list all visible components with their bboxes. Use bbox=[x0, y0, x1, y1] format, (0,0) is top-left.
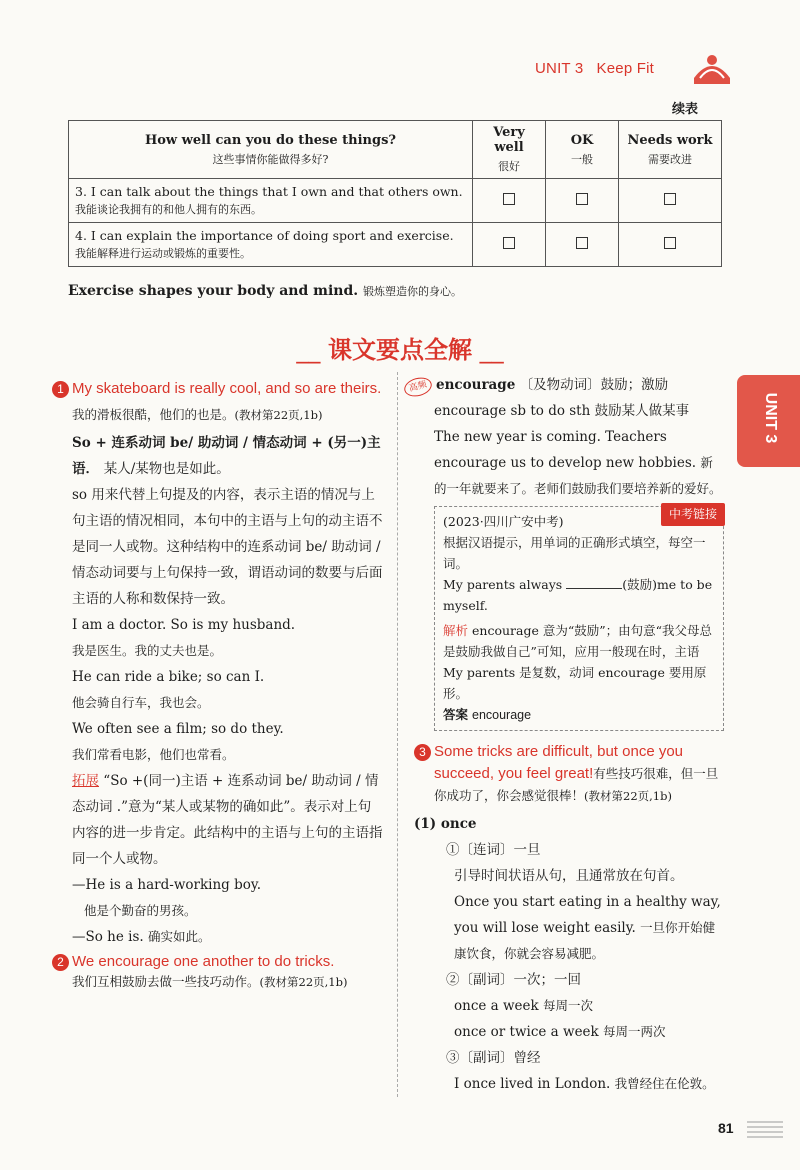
explanation: so 用来代替上句提及的内容，表示主语的情况与上句主语的情况相同，本句中的主语与上句的动主语不是同一人或物。这种结构中的连系动词 be/ 助动词 / 情态动词要与上句保持一致，谓语动词的数要与后面主语的人称和数保持一致。 bbox=[72, 487, 383, 607]
exam-source: (2023·四川广安中考) bbox=[443, 514, 564, 529]
table-row bbox=[69, 179, 722, 223]
sense-2: ②〔副词〕一次；一回 bbox=[446, 972, 581, 988]
unit-title: Keep Fit bbox=[596, 60, 655, 77]
phrase: encourage sb to do sth 鼓励某人做某事 bbox=[434, 403, 690, 419]
example-en: once a week 每周一次 bbox=[454, 998, 594, 1014]
example-zh: 我是医生。我的丈夫也是。 bbox=[72, 643, 223, 658]
vocab-entry: 高频 encourage 〔及物动词〕鼓励；激励 bbox=[434, 372, 724, 398]
checkbox-ok[interactable] bbox=[576, 193, 588, 205]
answer-blank[interactable] bbox=[566, 576, 622, 589]
analysis-label: 解析 bbox=[443, 623, 469, 638]
exam-instruction: 根据汉语提示，用单词的正确形式填空，每空一词。 bbox=[443, 535, 706, 571]
exam-link-box bbox=[434, 506, 724, 731]
motto: Exercise shapes your body and mind. 锻炼塑造你的身心。 bbox=[68, 283, 462, 299]
example-en: once or twice a week 每周一两次 bbox=[454, 1024, 666, 1040]
sense-1-desc: 引导时间状语从句，且通常放在句首。 bbox=[454, 868, 684, 884]
unit-label: UNIT 3 bbox=[535, 60, 584, 77]
example-en: I am a doctor. So is my husband. bbox=[72, 617, 296, 633]
very-well-header: Very well 很好 bbox=[473, 121, 546, 179]
sense-1: ①〔连词〕一旦 bbox=[446, 842, 541, 858]
unit-side-tab bbox=[737, 375, 800, 467]
example-en: We often see a film; so do they. bbox=[72, 721, 284, 737]
checkbox-ok[interactable] bbox=[576, 237, 588, 249]
answer-label: 答案 bbox=[443, 707, 469, 722]
question-header: How well can you do these things? 这些事情你能做得多好? bbox=[69, 121, 473, 179]
example-en: —He is a hard-working boy. bbox=[72, 877, 261, 893]
example-en: —So he is. 确实如此。 bbox=[72, 929, 211, 945]
self-assessment-table bbox=[68, 120, 722, 267]
book-ribbon-icon bbox=[690, 48, 734, 86]
section-title: __ 课文要点全解 __ bbox=[296, 336, 504, 364]
checkbox-needs-work[interactable] bbox=[664, 193, 676, 205]
grammar-rule: So + 连系动词 be/ 助动词 / 情态动词 + (另一)主语． 某人/某物也是如此。 bbox=[72, 435, 381, 477]
continued-label: 续表 bbox=[672, 102, 699, 117]
checkbox-needs-work[interactable] bbox=[664, 237, 676, 249]
unit-header bbox=[535, 60, 654, 77]
needs-work-header: Needs work 需要改进 bbox=[619, 121, 722, 179]
statement-cell: 3. I can talk about the things that I own and that others own. 我能谈论我拥有的和他人拥有的东西。 bbox=[69, 179, 473, 223]
point-number: 1 bbox=[52, 381, 69, 398]
example-en: Once you start eating in a healthy way, you will lose weight easily. 一旦你开始健康饮食，你就会容易减肥。 bbox=[454, 894, 721, 961]
example-en: The new year is coming. Teachers encourage us to develop new hobbies. 新的一年就要来了。老师们鼓励我们要培养新的爱好。 bbox=[434, 429, 722, 496]
point-2: 2 We encourage one another to do tricks. 我们互相鼓励去做一些技巧动作。(教材第22页,1b) bbox=[72, 952, 384, 992]
table-header-row bbox=[69, 121, 722, 179]
answer: 答案 encourage bbox=[443, 707, 532, 722]
extension-label: 拓展 bbox=[72, 773, 99, 789]
sub-heading-once: (1) once bbox=[414, 816, 477, 832]
example-en: I once lived in London. 我曾经住在伦敦。 bbox=[454, 1076, 715, 1092]
ok-header: OK 一般 bbox=[546, 121, 619, 179]
table-row bbox=[69, 223, 722, 267]
example-zh: 我们常看电影，他们也常看。 bbox=[72, 747, 235, 762]
extension: 拓展 “So +(同一)主语 + 连系动词 be/ 助动词 / 情态动词 .”意为“某人或某物的确如此”。表示对上句内容的进一步肯定。此结构中的主语与上句的主语指同一个人或物。 bbox=[72, 773, 383, 867]
example-en: He can ride a bike; so can I. bbox=[72, 669, 265, 685]
statement-cell: 4. I can explain the importance of doing sport and exercise. 我能解释进行运动或锻炼的重要性。 bbox=[69, 223, 473, 267]
left-column bbox=[57, 376, 384, 992]
point-3: 3 Some tricks are difficult, but once you succeed, you feel great!有些技巧很难，但一旦你成功了，你会感觉很棒！(教材第22页,1b) bbox=[434, 741, 724, 807]
side-tab-label: UNIT 3 bbox=[762, 392, 779, 444]
checkbox-very-well[interactable] bbox=[503, 237, 515, 249]
high-frequency-badge: 高频 bbox=[402, 375, 434, 400]
exam-link-tag: 中考链接 bbox=[661, 503, 725, 526]
point-1: 1 My skateboard is really cool, and so are theirs.我的滑板很酷，他们的也是。(教材第22页,1b) bbox=[72, 376, 384, 428]
analysis: 解析 encourage 意为“鼓励”；由句意“我父母总是鼓励我做自己”可知，应用一般现在时，主语 My parents 是复数，动词 encourage 要用原形。 bbox=[443, 623, 712, 701]
point-number: 3 bbox=[414, 744, 431, 761]
point-number: 2 bbox=[52, 954, 69, 971]
exam-question: My parents always (鼓励)me to be myself. bbox=[443, 577, 713, 613]
page-number: 81 bbox=[718, 1120, 734, 1136]
sense-3: ③〔副词〕曾经 bbox=[446, 1050, 541, 1066]
example-zh: 他会骑自行车，我也会。 bbox=[72, 695, 210, 710]
page-number-lines-icon bbox=[747, 1118, 783, 1142]
column-divider bbox=[397, 372, 398, 1097]
example-zh: 他是个勤奋的男孩。 bbox=[84, 903, 197, 918]
checkbox-very-well[interactable] bbox=[503, 193, 515, 205]
right-column bbox=[407, 372, 724, 1097]
